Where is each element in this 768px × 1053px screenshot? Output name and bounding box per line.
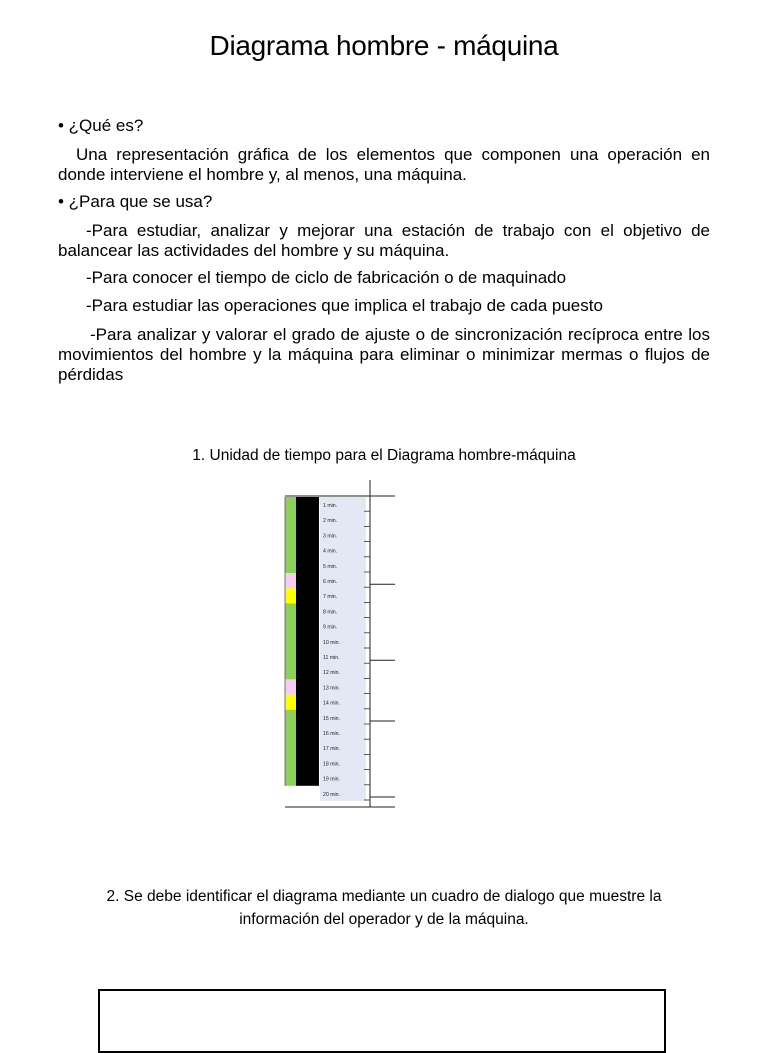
use-item-3: -Para estudiar las operaciones que implica el trabajo de cada puesto [86,296,603,315]
minute-label-19: 19 min. [323,776,341,783]
minute-label-7: 7 min. [323,594,338,601]
page-title: Diagrama hombre - máquina [209,30,559,61]
operator-segment-6 [285,695,296,710]
minute-label-11: 11 min. [323,655,340,661]
time-unit-diagram [284,480,396,810]
minute-label-10: 10 min. [323,639,341,646]
identification-box [98,989,666,1053]
minute-label-3: 3 min. [323,533,338,540]
minute-label-4: 4 min. [323,548,338,555]
use-item-2: -Para conocer el tiempo de ciclo de fabricación o de maquinado [86,268,567,287]
definition-paragraph: Una representación gráfica de los elementos que componen una operación en donde interviene el hombre y, al menos, una máquina. [58,145,710,184]
figure2-caption-line2: información del operador y de la máquina. [239,911,529,928]
machine-column [296,497,319,786]
time-scale-background [320,497,366,801]
minute-label-15: 15 min. [323,715,341,722]
operator-segment-3 [285,588,296,603]
minute-label-8: 8 min. [323,609,338,616]
minute-label-18: 18 min. [323,761,341,768]
minute-label-5: 5 min. [323,563,338,570]
use-item-1: -Para estudiar, analizar y mejorar una estación de trabajo con el objetivo de balancear las actividades del hombre y su máquina. [58,221,710,260]
bullet-para-que-se-usa: • ¿Para que se usa? [58,192,213,211]
operator-segment-5 [285,679,296,694]
operator-segment-4 [285,603,296,679]
figure1-caption: 1. Unidad de tiempo para el Diagrama hombre-máquina [192,447,576,464]
bullet-que-es: • ¿Qué es? [58,116,144,135]
operator-segment-7 [285,710,296,786]
operator-segment-1 [285,497,296,573]
minute-label-17: 17 min. [323,746,341,753]
minute-label-6: 6 min. [323,579,338,585]
minute-label-12: 12 min. [323,670,341,677]
operator-segment-2 [285,573,296,588]
minute-label-13: 13 min. [323,685,341,692]
minute-label-16: 16 min. [323,731,341,737]
minute-label-20: 20 min. [323,791,341,798]
minute-label-14: 14 min. [323,700,341,707]
minute-label-9: 9 min. [323,624,338,631]
minute-label-2: 2 min. [323,518,338,525]
use-item-4: -Para analizar y valorar el grado de ajuste o de sincronización recíproca entre los movimientos del hombre y la máquina para eliminar o minimizar mermas o flujos de pérdidas [58,325,710,384]
figure2-caption-line1: 2. Se debe identificar el diagrama mediante un cuadro de dialogo que muestre la [106,888,662,905]
minute-label-1: 1 min. [323,503,338,509]
